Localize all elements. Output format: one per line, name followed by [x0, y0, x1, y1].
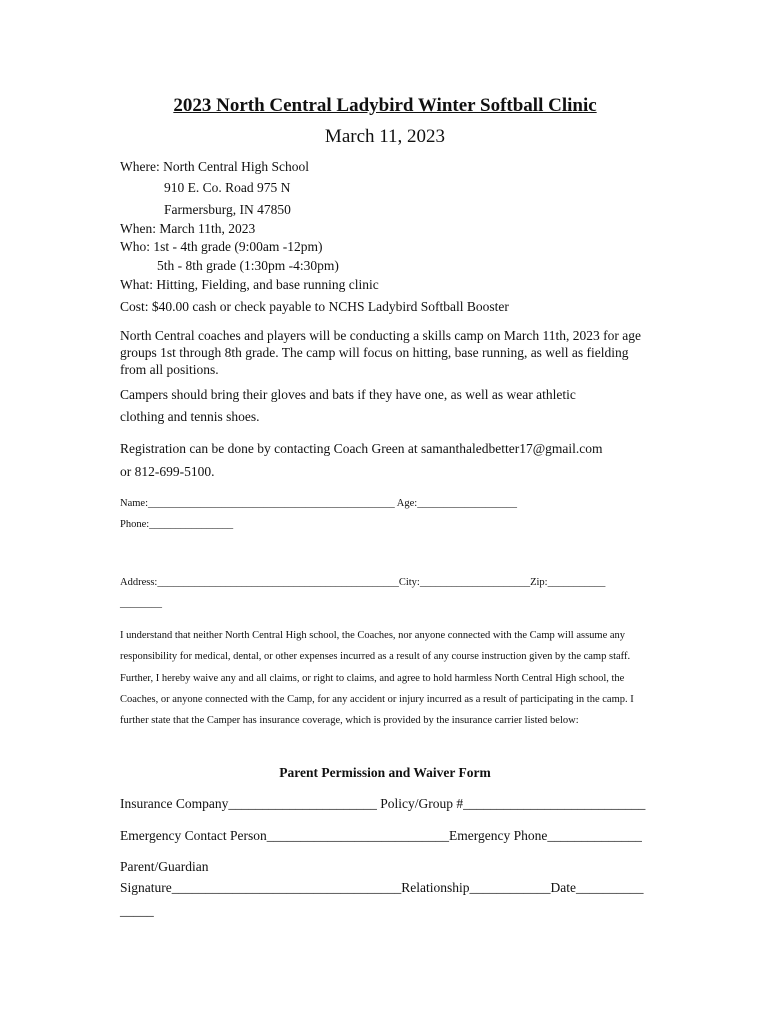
address-continuation: ________ — [120, 598, 162, 609]
when-line: When: March 11th, 2023 — [120, 221, 256, 236]
cost-line: Cost: $40.00 cash or check payable to NCHS Ladybird Softball Booster — [120, 299, 509, 314]
insurance-field[interactable]: Insurance Company______________________ Policy/Group #___________________________ — [120, 796, 646, 811]
bring-line-1: Campers should bring their gloves and bats if they have one, as well as wear athletic — [120, 387, 576, 402]
phone-field[interactable]: Phone:________________ — [120, 519, 234, 530]
registration-line-1: Registration can be done by contacting Coach Green at samanthaledbetter17@gmail.com — [120, 441, 603, 456]
address-line-2: Farmersburg, IN 47850 — [164, 202, 291, 217]
what-line: What: Hitting, Fielding, and base running clinic — [120, 277, 379, 292]
signature-field[interactable]: Signature__________________________________Relationship____________Date__________ — [120, 880, 644, 895]
where-line: Where: North Central High School — [120, 159, 309, 174]
document-title: 2023 North Central Ladybird Winter Softball Clinic — [173, 95, 597, 116]
name-age-field[interactable]: Name:_______________________________________________ Age:___________________ — [120, 498, 517, 509]
guardian-label: Parent/Guardian — [120, 859, 209, 874]
waiver-text: I understand that neither North Central High school, the Coaches, nor anyone connected with the Camp will assume any responsibility for medical, dental, or other expenses incurred as a result of any course instruction given by the camp staff. Further, I hereby waive any and all claims, or right to claims, and agree to hold harmless North Central High school, the Coaches, or anyone connected with the Camp, for any accident or injury incurred as a result of participating in the camp. I further state that the Camper has insurance coverage, which is provided by the insurance carrier listed below: — [120, 630, 634, 727]
signature-continuation: _____ — [120, 903, 154, 918]
document-date: March 11, 2023 — [324, 126, 446, 147]
description-paragraph: North Central coaches and players will be conducting a skills camp on March 11th, 2023 for age groups 1st through 8th grade. The camp will focus on hitting, base running, as well as fielding from all positions. — [120, 328, 641, 377]
address-city-zip-field[interactable]: Address:______________________________________________City:_____________________Zip:___________ — [120, 577, 606, 588]
who-line-2: 5th - 8th grade (1:30pm -4:30pm) — [157, 258, 339, 273]
bring-line-2: clothing and tennis shoes. — [120, 409, 260, 424]
who-line-1: Who: 1st - 4th grade (9:00am -12pm) — [120, 239, 323, 254]
permission-heading: Parent Permission and Waiver Form — [279, 765, 491, 780]
registration-line-2: or 812-699-5100. — [120, 464, 215, 479]
address-line-1: 910 E. Co. Road 975 N — [164, 180, 291, 195]
emergency-contact-field[interactable]: Emergency Contact Person___________________________Emergency Phone______________ — [120, 828, 642, 843]
